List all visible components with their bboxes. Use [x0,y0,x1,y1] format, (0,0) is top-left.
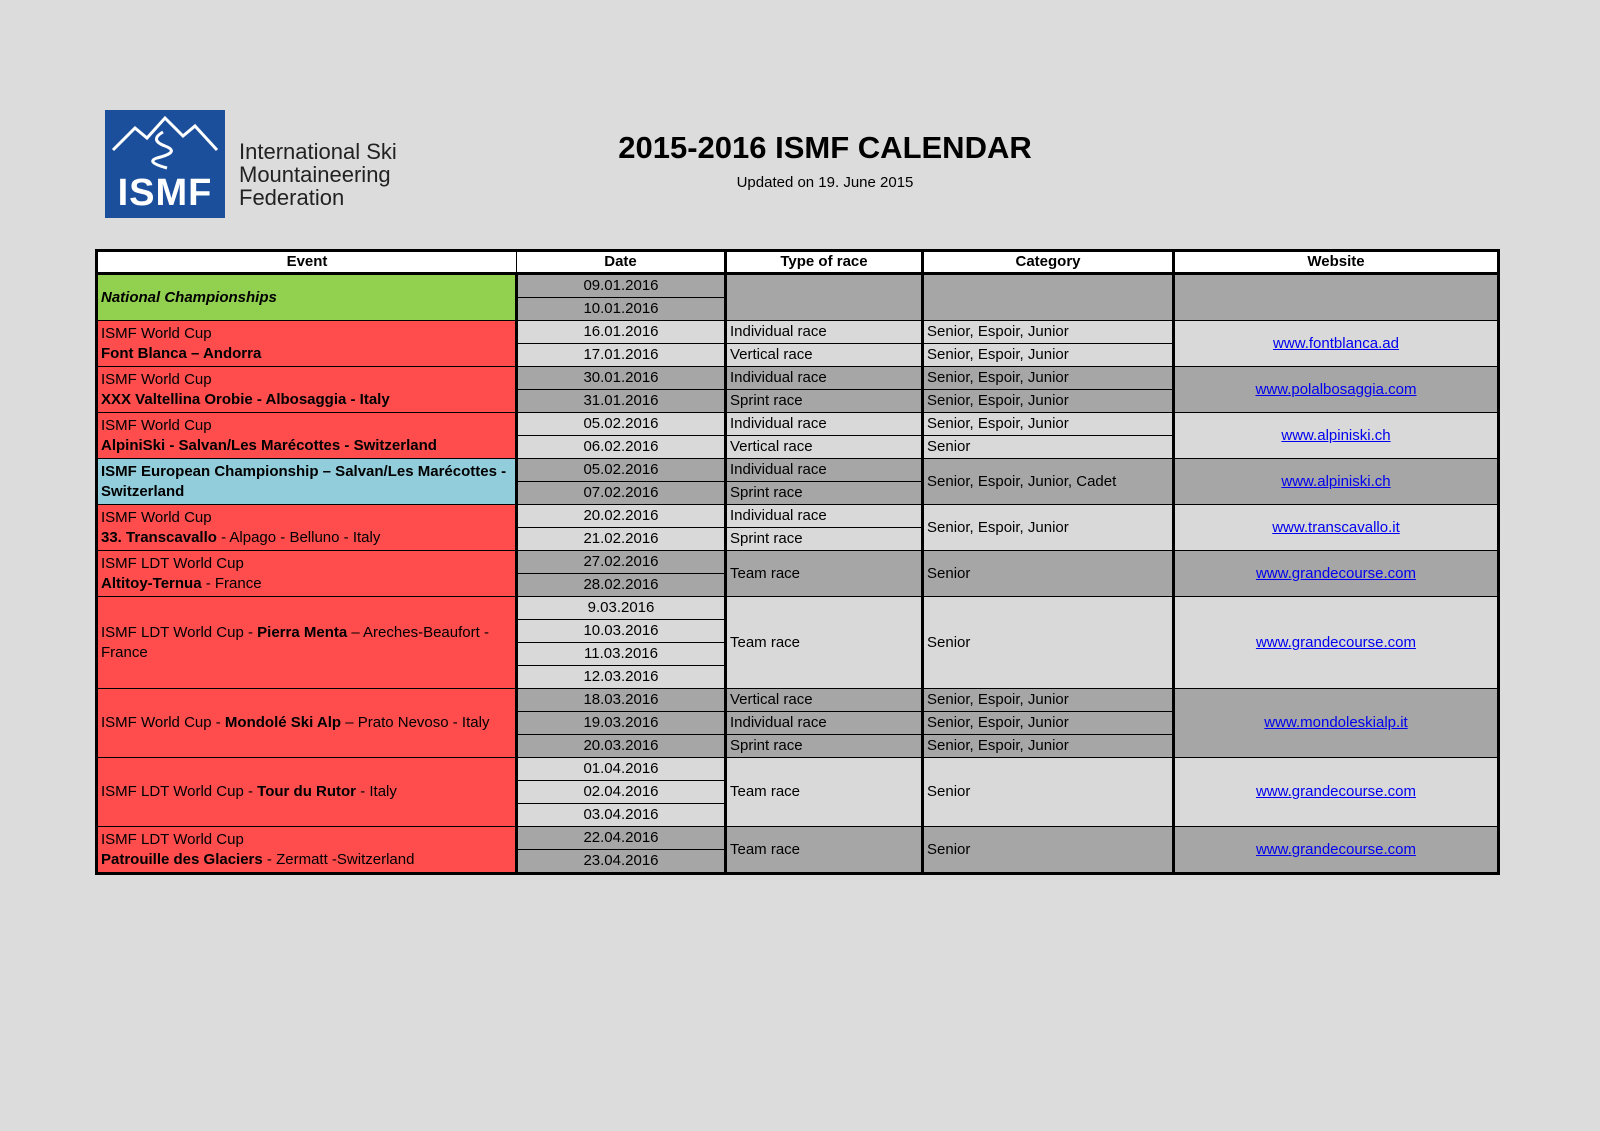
org-name-line: Mountaineering [239,162,391,187]
website-link[interactable]: www.grandecourse.com [1255,840,1417,858]
race-type-cell: Team race [726,597,923,689]
table-header-row [97,251,1499,274]
table-row [97,413,1499,436]
event-text: National Championships [101,288,277,306]
website-cell [1174,459,1499,505]
page-title: 2015-2016 ISMF CALENDAR [618,130,1032,165]
race-type-cell: Team race [726,551,923,597]
website-cell [1174,321,1499,367]
website-link[interactable]: www.grandecourse.com [1255,783,1417,800]
event-text: Font Blanca – Andorra [101,344,262,362]
race-type-cell: Sprint race [726,390,923,413]
event-cell [97,459,517,505]
table-row [97,689,1499,712]
date-cell: 05.02.2016 [517,459,726,482]
race-type-cell: Individual race [726,367,923,390]
category-cell: Senior, Espoir, Junior [923,367,1174,390]
event-text: ISMF LDT World Cup [101,554,244,572]
date-cell: 20.02.2016 [517,505,726,528]
table-row [97,597,1499,620]
website-cell [1174,505,1499,551]
date-cell: 02.04.2016 [517,781,726,804]
ismf-logo [105,110,435,220]
race-type-cell: Vertical race [726,689,923,712]
event-text: 33. Transcavallo [101,528,217,546]
category-cell: Senior, Espoir, Junior [923,505,1174,551]
website-cell [1174,367,1499,413]
date-cell: 10.01.2016 [517,298,726,321]
event-text: XXX Valtellina Orobie - Albosaggia - Italy [101,390,390,408]
race-type-cell: Team race [726,827,923,874]
event-text: – Prato Nevoso - Italy [341,714,490,731]
website-cell [1174,413,1499,459]
date-cell: 19.03.2016 [517,712,726,735]
category-cell: Senior, Espoir, Junior [923,413,1174,436]
race-type-cell: Individual race [726,505,923,528]
org-name-line: International Ski [239,139,397,164]
logo-abbr: ISMF [117,172,213,214]
website-link[interactable]: www.fontblanca.ad [1273,334,1399,352]
org-name [239,140,397,209]
table-row [97,367,1499,390]
category-cell: Senior, Espoir, Junior, Cadet [923,459,1174,505]
table-row [97,758,1499,781]
event-cell [97,413,517,459]
event-cell [97,274,517,321]
race-type-cell: Team race [726,758,923,827]
website-cell [1174,827,1499,874]
header-event: Event [97,251,517,274]
race-type-cell: Sprint race [726,482,923,505]
category-cell: Senior, Espoir, Junior [923,689,1174,712]
date-cell: 18.03.2016 [517,689,726,712]
event-cell [97,551,517,597]
date-cell: 28.02.2016 [517,574,726,597]
website-cell [1174,274,1499,321]
table-row [97,505,1499,528]
event-text: - Italy [356,783,397,800]
event-text: Pierra Menta [257,623,348,641]
date-cell: 23.04.2016 [517,850,726,874]
header-category: Category [923,251,1174,274]
date-cell: 03.04.2016 [517,804,726,827]
date-cell: 12.03.2016 [517,666,726,689]
event-text: ISMF LDT World Cup [101,830,244,848]
date-cell: 30.01.2016 [517,367,726,390]
event-text: – Areches-Beaufort - France [101,623,489,661]
date-cell: 21.02.2016 [517,528,726,551]
event-text: ISMF World Cup [101,370,212,388]
website-cell [1174,689,1499,758]
race-type-cell: Vertical race [726,344,923,367]
date-cell: 05.02.2016 [517,413,726,436]
category-cell: Senior, Espoir, Junior [923,712,1174,735]
date-cell: 16.01.2016 [517,321,726,344]
race-type-cell: Individual race [726,321,923,344]
event-text: ISMF European Championship – Salvan/Les Marécottes - Switzerland [101,462,507,500]
event-text: ISMF World Cup [101,416,212,434]
calendar-table [95,249,1500,875]
website-link[interactable]: www.polalbosaggia.com [1255,380,1417,398]
event-cell [97,505,517,551]
header-date: Date [517,251,726,274]
website-cell [1174,597,1499,689]
event-text: Altitoy-Ternua [101,574,202,592]
category-cell: Senior, Espoir, Junior [923,390,1174,413]
event-text: ISMF World Cup - [101,714,225,731]
date-cell: 20.03.2016 [517,735,726,758]
logo-emblem [105,110,225,218]
category-cell: Senior, Espoir, Junior [923,321,1174,344]
event-cell [97,827,517,874]
date-cell: 09.01.2016 [517,274,726,298]
race-type-cell: Individual race [726,459,923,482]
category-cell: Senior, Espoir, Junior [923,735,1174,758]
event-text: - France [201,574,262,592]
event-text: Tour du Rutor [257,783,357,800]
event-text: AlpiniSki - Salvan/Les Marécottes - Switzerland [101,436,437,454]
header-website: Website [1174,251,1499,274]
event-cell [97,367,517,413]
category-cell: Senior [923,827,1174,874]
table-row [97,274,1499,298]
website-link[interactable]: www.grandecourse.com [1255,633,1417,651]
event-cell [97,758,517,827]
table-row [97,827,1499,850]
website-link[interactable]: www.transcavallo.it [1272,518,1400,536]
event-text: Patrouille des Glaciers [101,850,263,868]
date-cell: 07.02.2016 [517,482,726,505]
website-cell [1174,758,1499,827]
page-subtitle: Updated on 19. June 2015 [736,174,914,191]
date-cell: 01.04.2016 [517,758,726,781]
date-cell: 9.03.2016 [517,597,726,620]
event-cell [97,597,517,689]
event-text: ISMF LDT World Cup - [101,783,258,800]
race-type-cell: Sprint race [726,528,923,551]
date-cell: 31.01.2016 [517,390,726,413]
event-cell [97,321,517,367]
race-type-cell: Individual race [726,712,923,735]
category-cell: Senior [923,597,1174,689]
category-cell: Senior [923,758,1174,827]
website-link[interactable]: www.grandecourse.com [1255,564,1417,582]
date-cell: 17.01.2016 [517,344,726,367]
website-link[interactable]: www.mondoleskialp.it [1264,714,1408,731]
event-text: Mondolé Ski Alp [224,714,342,731]
date-cell: 22.04.2016 [517,827,726,850]
table-row [97,551,1499,574]
header-type: Type of race [726,251,923,274]
race-type-cell: Individual race [726,413,923,436]
date-cell: 10.03.2016 [517,620,726,643]
website-link[interactable]: www.alpiniski.ch [1281,426,1391,444]
category-cell: Senior, Espoir, Junior [923,344,1174,367]
category-cell: Senior [923,436,1174,459]
event-text: - Alpago - Belluno - Italy [216,528,381,546]
website-link[interactable]: www.alpiniski.ch [1281,472,1391,490]
table-row [97,321,1499,344]
table-row [97,459,1499,482]
category-cell: Senior [923,551,1174,597]
event-text: ISMF World Cup [101,324,212,342]
date-cell: 06.02.2016 [517,436,726,459]
event-cell [97,689,517,758]
event-text: ISMF LDT World Cup - [101,623,258,641]
org-name-line: Federation [239,185,345,210]
race-type-cell [726,274,923,321]
race-type-cell: Vertical race [726,436,923,459]
date-cell: 11.03.2016 [517,643,726,666]
website-cell [1174,551,1499,597]
race-type-cell: Sprint race [726,735,923,758]
event-text: - Zermatt -Switzerland [262,850,415,868]
event-text: ISMF World Cup [101,508,212,526]
category-cell [923,274,1174,321]
date-cell: 27.02.2016 [517,551,726,574]
